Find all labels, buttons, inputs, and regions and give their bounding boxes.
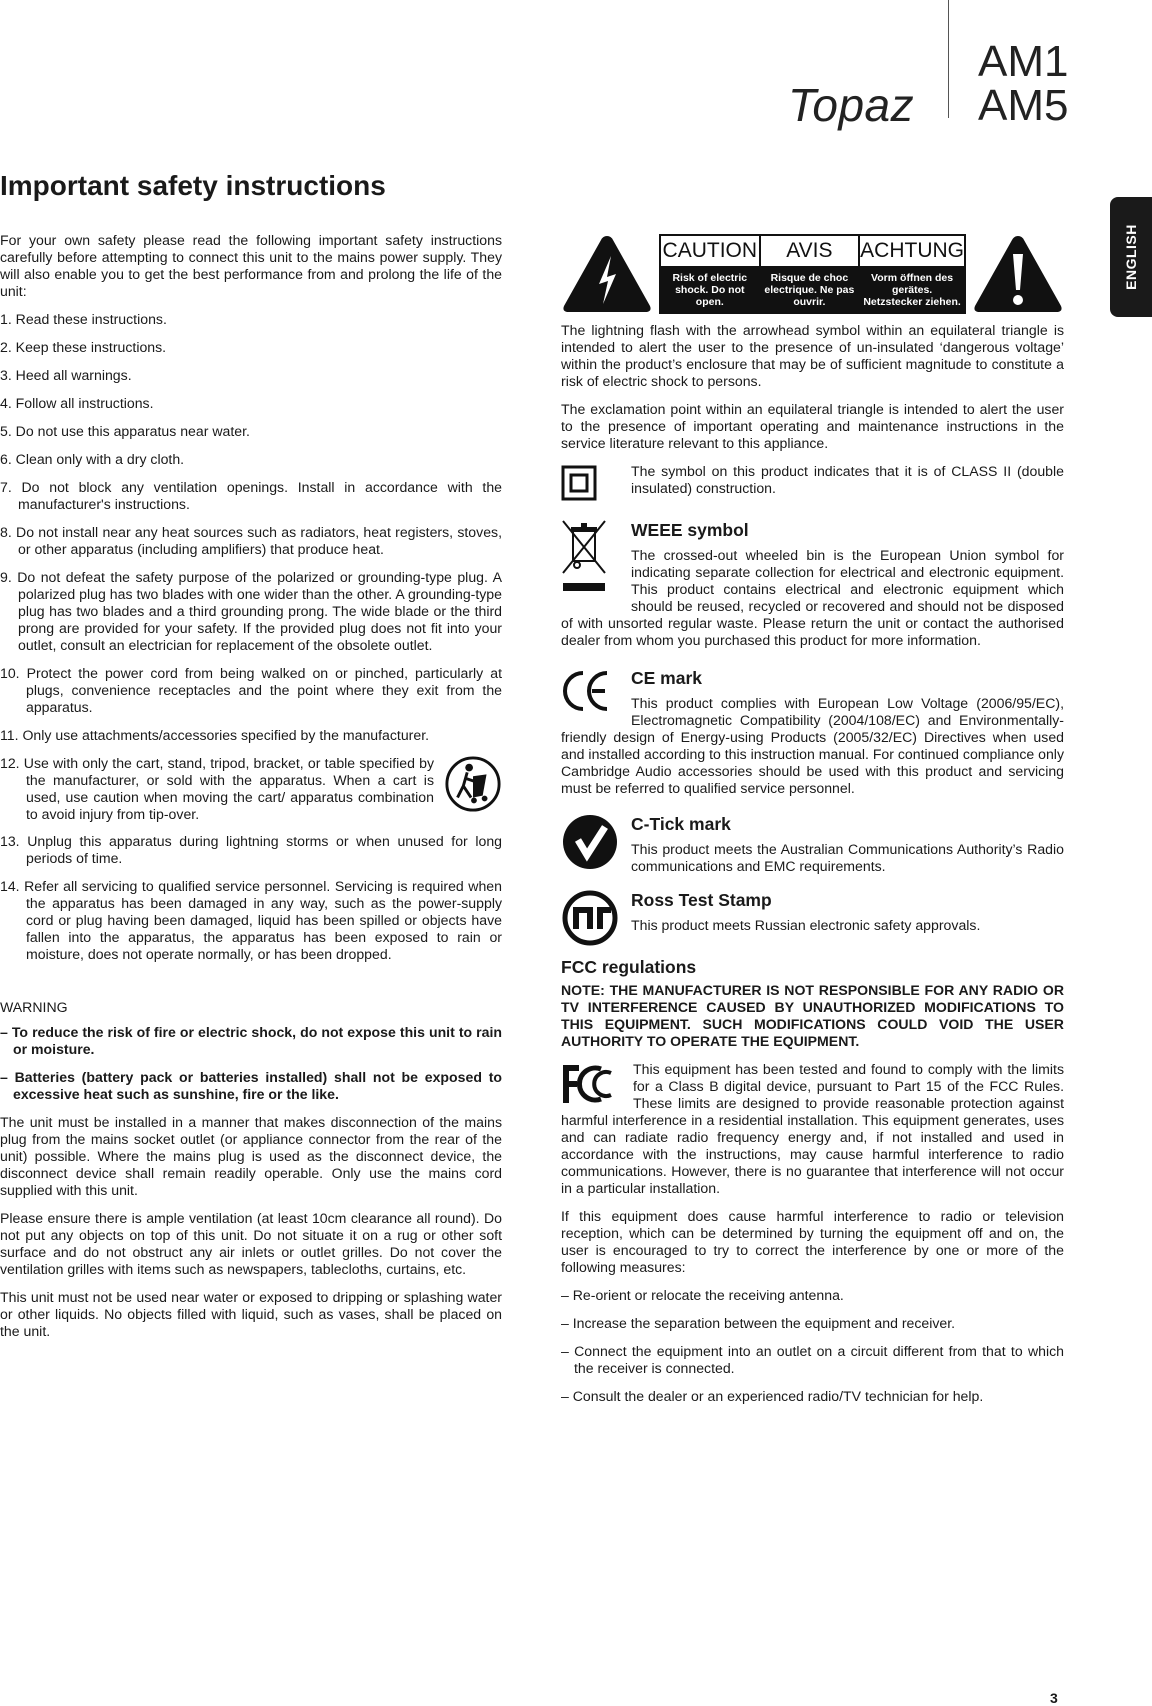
warning-label-row xyxy=(561,234,1064,314)
class2-description: The symbol on this product indicates that it is of CLASS II (double insulated) construction. xyxy=(631,463,1064,496)
instruction-item: 5. Do not use this apparatus near water. xyxy=(0,423,250,439)
warning-heading: WARNING xyxy=(0,999,68,1015)
caution-label xyxy=(659,234,966,314)
ross-section xyxy=(561,889,1064,947)
ce-description: This product complies with European Low Voltage (2006/95/EC), Electromagnetic Compatibility (2004/108/EC) and Environmentally-friendly design of Energy-using Products (2005/32/EC) Directives when used and installed according to this instruction manual. For continued compliance only Cambridge Audio accessories should be used with this product and servicing must be referred to qualified service personnel. xyxy=(561,695,1064,796)
page-number: 3 xyxy=(1050,1690,1058,1706)
instruction-item: 8. Do not install near any heat sources such as radiators, heat registers, stoves, or other apparatus (including amplifiers) that produce heat. xyxy=(0,524,502,557)
instruction-item: 9. Do not defeat the safety purpose of the polarized or grounding-type plug. A polarized plug has two blades with one wider than the other. A grounding-type plug has two blades and a third grounding prong. The wide blade or the third prong are provided for your safety. If the provided plug does not fit into your outlet, consult an electrician for replacement of the obsolete outlet. xyxy=(0,569,502,653)
fcc-title: FCC regulations xyxy=(561,957,697,977)
instruction-item: 14. Refer all servicing to qualified service personnel. Servicing is required when the apparatus has been damaged in any way, such as the power-supply cord or plug having been damaged, liquid has been spilled or objects have fallen into the apparatus, the apparatus has been exposed to rain or moisture, does not operate normally, or has been dropped. xyxy=(0,878,502,962)
header-divider xyxy=(948,0,949,118)
achtung-subtext: Vorm öffnen des gerätes. Netzstecker ziehen. xyxy=(860,268,964,312)
ventilation-paragraph: Please ensure there is ample ventilation (at least 10cm clearance all round). Do not put any objects on top of this unit. Do not situate it on a rug or other soft surface and do not obstruct any air inlets or outlet grilles. Do not cover the ventilation grilles with items such as newspapers, tablecloths, curtains, etc. xyxy=(0,1210,502,1277)
caution-cell xyxy=(661,236,759,312)
language-tab-label: ENGLISH xyxy=(1123,224,1139,290)
weee-section xyxy=(561,519,1064,649)
ce-mark-icon xyxy=(561,669,611,713)
fcc-note: NOTE: THE MANUFACTURER IS NOT RESPONSIBLE FOR ANY RADIO OR TV INTERFERENCE CAUSED BY UNAUTHORIZED MODIFICATIONS TO THIS EQUIPMENT. SUCH MODIFICATIONS COULD VOID THE USER AUTHORITY TO OPERATE THE EQUIPMENT. xyxy=(561,982,1064,1049)
warning-item: – To reduce the risk of fire or electric shock, do not expose this unit to rain or moisture. xyxy=(0,1024,502,1057)
instruction-item: 4. Follow all instructions. xyxy=(0,395,154,411)
model-names xyxy=(978,37,1069,130)
caution-title: CAUTION xyxy=(661,236,759,268)
left-column xyxy=(0,232,502,1351)
warning-item: – Batteries (battery pack or batteries installed) shall not be exposed to excessive heat such as sunshine, fire or the like. xyxy=(0,1069,502,1102)
disconnect-paragraph: The unit must be installed in a manner that makes disconnection of the mains plug from the mains socket outlet (or appliance connector from the rear of the unit) possible. Where the mains plug is used as the disconnect device, the disconnect device shall remain readily operable. Only use the mains cord supplied with this unit. xyxy=(0,1114,502,1198)
ross-test-stamp-icon xyxy=(561,889,619,947)
ross-description: This product meets Russian electronic safety approvals. xyxy=(631,917,981,933)
achtung-cell xyxy=(858,236,964,312)
ctick-title: C-Tick mark xyxy=(631,814,731,834)
fcc-measure-item: – Consult the dealer or an experienced radio/TV technician for help. xyxy=(561,1388,984,1404)
brand-logo: Topaz xyxy=(788,79,915,131)
instruction-item: 3. Heed all warnings. xyxy=(0,367,132,383)
avis-subtext: Risque de choc electrique. Ne pas ouvrir. xyxy=(761,268,859,312)
instruction-item: 6. Clean only with a dry cloth. xyxy=(0,451,185,467)
water-paragraph: This unit must not be used near water or exposed to dripping or splashing water or other liquids. No objects filled with liquid, such as vases, shall be placed on the unit. xyxy=(0,1289,502,1339)
c-tick-icon xyxy=(561,813,619,871)
fcc-measure-item: – Connect the equipment into an outlet on a circuit different from that to which the receiver is connected. xyxy=(561,1343,1064,1376)
instruction-item: 11. Only use attachments/accessories specified by the manufacturer. xyxy=(0,727,430,743)
model-2: AM5 xyxy=(978,81,1069,130)
fcc-section xyxy=(561,1061,1064,1197)
instruction-item: 7. Do not block any ventilation openings. Install in accordance with the manufacturer's instructions. xyxy=(0,479,502,512)
ctick-description: This product meets the Australian Communications Authority’s Radio communications and EMC requirements. xyxy=(631,841,1064,874)
exclamation-triangle-icon xyxy=(972,234,1064,314)
fcc-measure-item: – Increase the separation between the equipment and receiver. xyxy=(561,1315,956,1331)
instruction-item: 13. Unplug this apparatus during lightning storms or when unused for long periods of time. xyxy=(0,833,502,866)
fcc-measures-intro: If this equipment does cause harmful interference to radio or television reception, which can be determined by turning the equipment off and on, the user is encouraged to try to correct the interference by one or more of the following measures: xyxy=(561,1208,1064,1275)
ce-section xyxy=(561,667,1064,797)
model-1: AM1 xyxy=(978,37,1069,86)
achtung-title: ACHTUNG xyxy=(860,236,964,268)
instruction-item: 1. Read these instructions. xyxy=(0,311,167,327)
fcc-description: This equipment has been tested and found to comply with the limits for a Class B digital device, pursuant to Part 15 of the FCC Rules. These limits are designed to provide reasonable protection against harmful interference in a residential installation. This equipment generates, uses and can radiate radio frequency energy and, if not installed and used in accordance with the instructions, may cause harmful interference to radio communications. However, there is no guarantee that interference will not occur in a particular installation. xyxy=(561,1061,1064,1196)
ce-title: CE mark xyxy=(631,668,703,688)
caution-subtext: Risk of electric shock. Do not open. xyxy=(661,268,759,312)
lightning-triangle-icon xyxy=(561,234,653,314)
right-column xyxy=(561,232,1064,1416)
exclamation-description: The exclamation point within an equilateral triangle is intended to alert the user to the presence of important operating and maintenance instructions in the service literature relevant to this appliance. xyxy=(561,401,1064,451)
fcc-logo-icon xyxy=(561,1063,615,1105)
cart-instruction xyxy=(0,755,502,823)
class-ii-icon xyxy=(561,465,597,501)
avis-cell xyxy=(759,236,859,312)
instruction-item: 12. Use with only the cart, stand, tripod, bracket, or table specified by the manufacturer, or sold with the apparatus. When a cart is used, use caution when moving the cart/ apparatus combination to avoid injury from tip-over. xyxy=(0,755,434,822)
ross-title: Ross Test Stamp xyxy=(631,890,772,910)
fcc-measure-item: – Re-orient or relocate the receiving antenna. xyxy=(561,1287,844,1303)
weee-title: WEEE symbol xyxy=(631,520,749,540)
language-tab[interactable] xyxy=(1110,197,1152,317)
weee-bin-icon xyxy=(561,519,607,599)
class2-row xyxy=(561,463,1064,501)
lightning-description: The lightning flash with the arrowhead symbol within an equilateral triangle is intended to alert the user to the presence of un-insulated ‘dangerous voltage’ within the product’s enclosure that may be of sufficient magnitude to constitute a risk of electric shock to persons. xyxy=(561,322,1064,389)
ctick-section xyxy=(561,813,1064,875)
avis-title: AVIS xyxy=(761,236,859,268)
page-title: Important safety instructions xyxy=(0,170,386,201)
cart-tip-over-icon xyxy=(444,755,502,813)
intro-text: For your own safety please read the following important safety instructions carefully before attempting to connect this unit to the mains power supply. They will also enable you to get the best performance from and prolong the life of the unit: xyxy=(0,232,502,299)
weee-description: The crossed-out wheeled bin is the European Union symbol for indicating separate collection for electrical and electronic equipment. This product contains electrical and electronic equipment which should be reused, recycled or recovered and should not be disposed of with unsorted regular waste. Please return the unit or contact the authorised dealer from whom you purchased this product for more information. xyxy=(561,547,1064,648)
instruction-item: 2. Keep these instructions. xyxy=(0,339,167,355)
instruction-item: 10. Protect the power cord from being walked on or pinched, particularly at plugs, convenience receptacles and the point where they exit from the apparatus. xyxy=(0,665,502,715)
